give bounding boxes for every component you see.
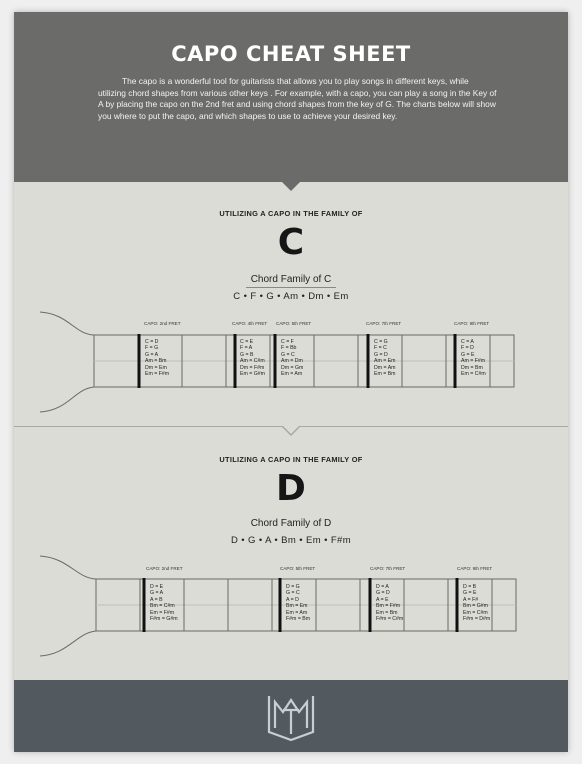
chord-map: F#m = D#m [463, 616, 491, 623]
chord-map: F#m = G#m [150, 616, 178, 623]
capo-label: CAPO: 2nd FRET [144, 321, 181, 326]
cheat-sheet-poster [14, 12, 568, 752]
capo-chord-list [374, 339, 395, 377]
chord-map: F = Bb [281, 345, 297, 352]
page-title: CAPO CHEAT SHEET [171, 42, 411, 66]
capo-label: CAPO: 5th FRET [276, 321, 312, 326]
chord-map: C = F [281, 339, 294, 345]
section-c-underline [246, 287, 336, 288]
chord-map: Em = C#m [461, 371, 486, 378]
header-notch [282, 182, 300, 191]
chord-map: D = E [150, 584, 164, 590]
section-c-chord-list: C • F • G • Am • Dm • Em [233, 291, 349, 302]
chord-map: A = E [376, 596, 389, 603]
chord-map: Em = Am [286, 609, 308, 616]
chord-map: G = C [286, 590, 300, 597]
chord-map: Em = F#m [145, 371, 170, 378]
section-d-heading: UTILIZING A CAPO IN THE FAMILY OF [219, 455, 363, 464]
mt-monogram-logo [261, 688, 321, 744]
chord-map: A = F# [463, 596, 479, 603]
capo-chord-list [240, 339, 265, 377]
chord-map: Am = F#m [461, 358, 486, 365]
capo-label: CAPO: 2nd FRET [146, 566, 183, 571]
header-banner [14, 12, 568, 182]
capo-label: CAPO: 5th FRET [280, 566, 316, 571]
capo-chord-list [463, 584, 490, 622]
chord-map: G = D [376, 590, 390, 597]
capo-label: CAPO: 9th FRET [454, 321, 490, 326]
intro-paragraph: The capo is a wonderful tool for guitarists that allows you to play songs in different keys, while utilizing chord shapes from various other keys . For example, with a capo, you can play a song in the Key of A by placing the capo on the 2nd fret and using chord shapes from the key of G. The charts below will show you where to put the capo, and which shapes to use to achieve your desired key. [98, 76, 497, 121]
chord-map: F#m = Bm [286, 616, 311, 623]
chord-map: Bm = G#m [463, 603, 488, 610]
capo-label: CAPO: 7th FRET [366, 321, 402, 326]
chord-map: F = D [461, 345, 474, 352]
chord-map: G = E [461, 351, 475, 358]
chord-map: A = D [286, 596, 299, 603]
chord-map: G = E [463, 590, 477, 597]
section-c-letter: C [277, 222, 305, 263]
chord-map: C = G [374, 339, 388, 345]
capo-chord-list [145, 339, 169, 377]
chord-map: F#m = C#m [376, 616, 404, 623]
chord-map: Em = C#m [463, 609, 488, 616]
capo-chord-list [150, 584, 178, 622]
capo-chord-list [376, 584, 403, 622]
chord-map: Bm = F#m [376, 603, 401, 610]
chord-map: F = A [240, 345, 253, 352]
chord-map: C = A [461, 339, 474, 345]
chord-map: D = B [463, 584, 477, 590]
chord-map: C = E [240, 339, 254, 345]
chord-map: F = C [374, 345, 387, 352]
chord-map: D = G [286, 584, 300, 590]
capo-chord-list [461, 339, 486, 377]
chord-map: G = A [150, 590, 164, 597]
section-c-heading: UTILIZING A CAPO IN THE FAMILY OF [219, 209, 363, 218]
chord-map: Am = Dm [281, 358, 303, 365]
capo-label: CAPO: 7th FRET [370, 566, 406, 571]
chord-map: C = D [145, 339, 159, 345]
chord-map: Dm = Gm [281, 364, 304, 371]
chord-map: G = A [145, 351, 159, 358]
chord-map: Dm = Am [374, 364, 396, 371]
capo-label: CAPO: 9th FRET [457, 566, 493, 571]
capo-chord-list [281, 339, 303, 377]
chord-map: Em = Am [281, 371, 303, 378]
chord-map: Dm = Bm [461, 364, 483, 371]
section-notch-inner [283, 426, 299, 434]
chord-map: G = D [374, 351, 388, 358]
section-d-letter: D [276, 468, 306, 509]
chord-map: Bm = C#m [150, 603, 175, 610]
chord-map: G = B [240, 351, 254, 358]
chord-map: Dm = Em [145, 364, 167, 371]
chord-map: A = B [150, 596, 163, 603]
section-c-family-title: Chord Family of C [250, 274, 332, 285]
chord-map: Dm = F#m [240, 364, 265, 371]
chord-map: Am = Bm [145, 358, 167, 365]
capo-label: CAPO: 4th FRET [232, 321, 268, 326]
capo-chord-list [286, 584, 310, 622]
chord-map: Em = G#m [240, 371, 265, 378]
footer-bar [14, 680, 568, 752]
chord-map: Em = Bm [376, 609, 398, 616]
chord-map: Am = C#m [240, 358, 265, 365]
chord-map: Em = Bm [374, 371, 396, 378]
chord-map: G = C [281, 351, 295, 358]
chord-map: Bm = Em [286, 603, 308, 610]
chord-map: D = A [376, 584, 389, 590]
section-d-chord-list: D • G • A • Bm • Em • F#m [230, 535, 352, 546]
chord-map: Am = Em [374, 358, 396, 365]
section-d-family-title: Chord Family of D [250, 518, 332, 529]
chord-map: F = G [145, 345, 159, 352]
chord-map: Em = F#m [150, 609, 175, 616]
